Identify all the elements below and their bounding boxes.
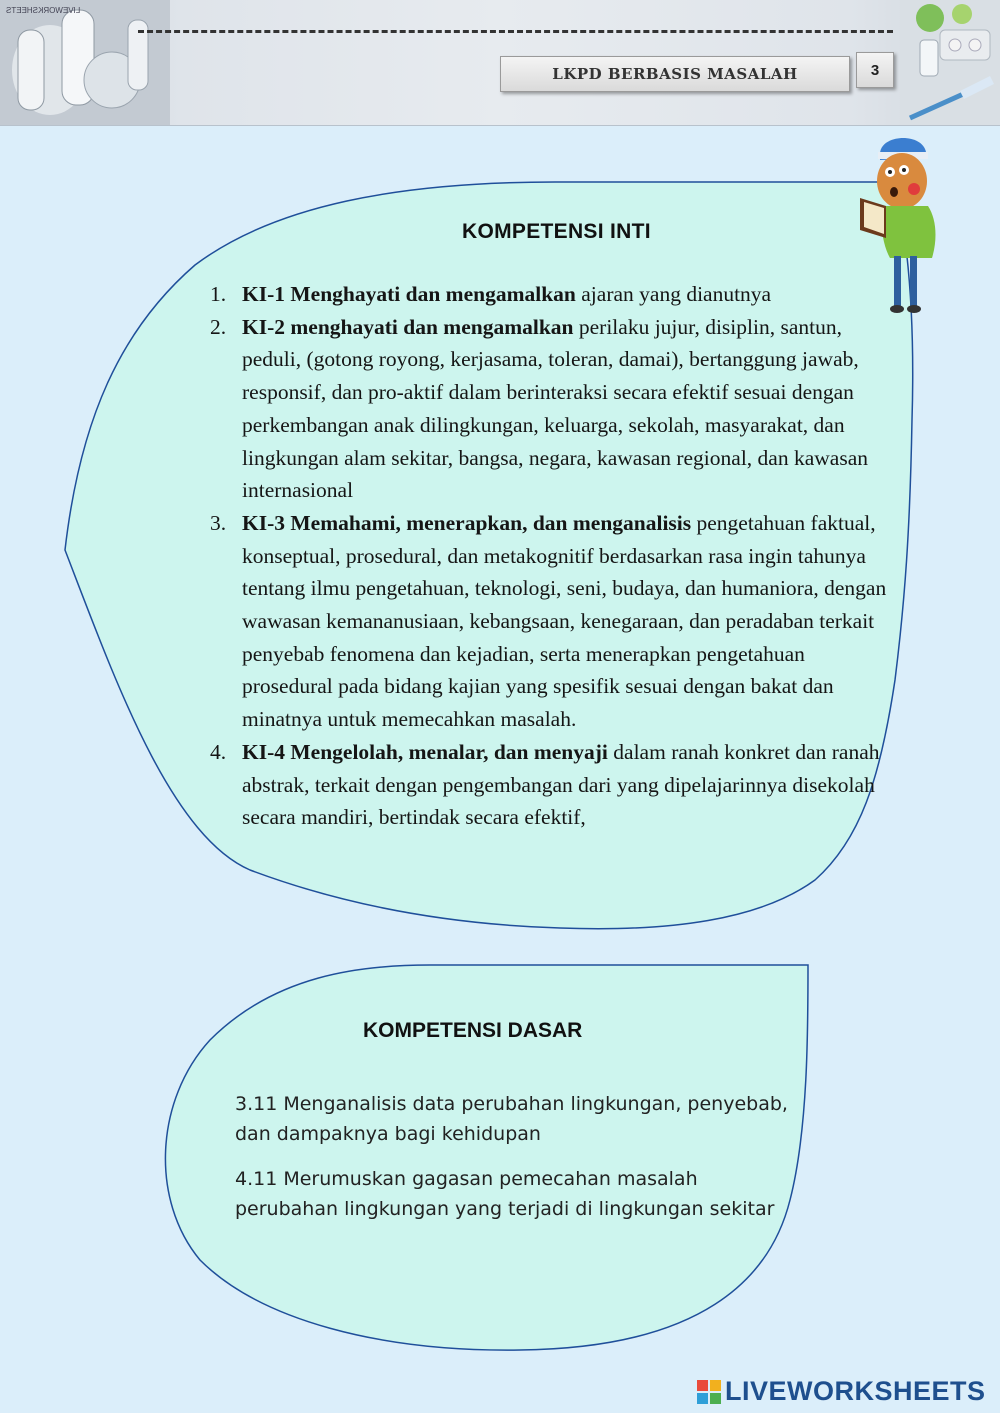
kompetensi-inti-title: KOMPETENSI INTI bbox=[462, 220, 651, 243]
ki-text: perilaku jujur, disiplin, santun, peduli, (gotong royong, kerjasama, toleran, damai), bertanggung jawab, responsif, dan pro-aktif dalam berinteraksi secara efektif sesuai dengan perkembangan anak dilingkungan, keluarga, sekolah, masyarakat, dan lingkungan alam sekitar, bangsa, negara, kawasan regional, dan kawasan internasional bbox=[242, 314, 868, 503]
ki-bold-lead: KI-4 Mengelolah, menalar, dan menyaji bbox=[242, 739, 608, 764]
header-title: LKPD BERBASIS MASALAH bbox=[500, 56, 850, 92]
liveworksheets-icon bbox=[697, 1380, 721, 1404]
watermark-mirrored: LIVEWORKSHEETS bbox=[6, 6, 81, 15]
list-item bbox=[207, 311, 887, 507]
ki-text: ajaran yang dianutnya bbox=[575, 282, 772, 306]
ki-text: dalam ranah konkret dan ranah abstrak, terkait dengan pengembangan dari yang dipelajarinnya disekolah secara mandiri, bertindak secara efektif, bbox=[242, 739, 880, 830]
ki-text: pengetahuan faktual, konseptual, prosedural, dan metakognitif berdasarkan rasa ingin tahunya tentang ilmu pengetahuan, teknologi, seni, budaya, dan humaniora, dengan wawasan kemananusiaan, kebangsaan, kenegaraan, dan peradaban terkait penyebab fenomena dan kejadian, serta menerapkan pengetahuan prosedural pada bidang kajian yang spesifik sesuai dengan bakat dan minatnya untuk memecahkan masalah. bbox=[242, 510, 887, 732]
kompetensi-dasar-title: KOMPETENSI DASAR bbox=[363, 1019, 583, 1042]
list-number: 2. bbox=[210, 314, 227, 339]
liveworksheets-brand: LIVEWORKSHEETS bbox=[725, 1376, 986, 1406]
list-item bbox=[207, 736, 887, 834]
list-number: 4. bbox=[210, 739, 227, 764]
list-item bbox=[207, 278, 887, 311]
kompetensi-dasar-item: 4.11 Merumuskan gagasan pemecahan masalah perubahan lingkungan yang terjadi di lingkungan sekitar bbox=[235, 1168, 775, 1220]
liveworksheets-logo bbox=[697, 1376, 986, 1407]
list-number: 3. bbox=[210, 510, 227, 535]
kompetensi-dasar-item: 3.11 Menganalisis data perubahan lingkungan, penyebab, dan dampaknya bagi kehidupan bbox=[235, 1093, 788, 1145]
ki-bold-lead: KI-2 menghayati dan mengamalkan bbox=[242, 314, 574, 339]
list-number: 1. bbox=[210, 282, 227, 306]
ki-bold-lead: KI-1 Menghayati dan mengamalkan bbox=[242, 282, 576, 306]
page-number: 3 bbox=[856, 52, 894, 88]
ki-bold-lead: KI-3 Memahami, menerapkan, dan menganalisis bbox=[242, 510, 692, 535]
list-item bbox=[207, 507, 887, 736]
kompetensi-inti-list bbox=[207, 278, 887, 834]
